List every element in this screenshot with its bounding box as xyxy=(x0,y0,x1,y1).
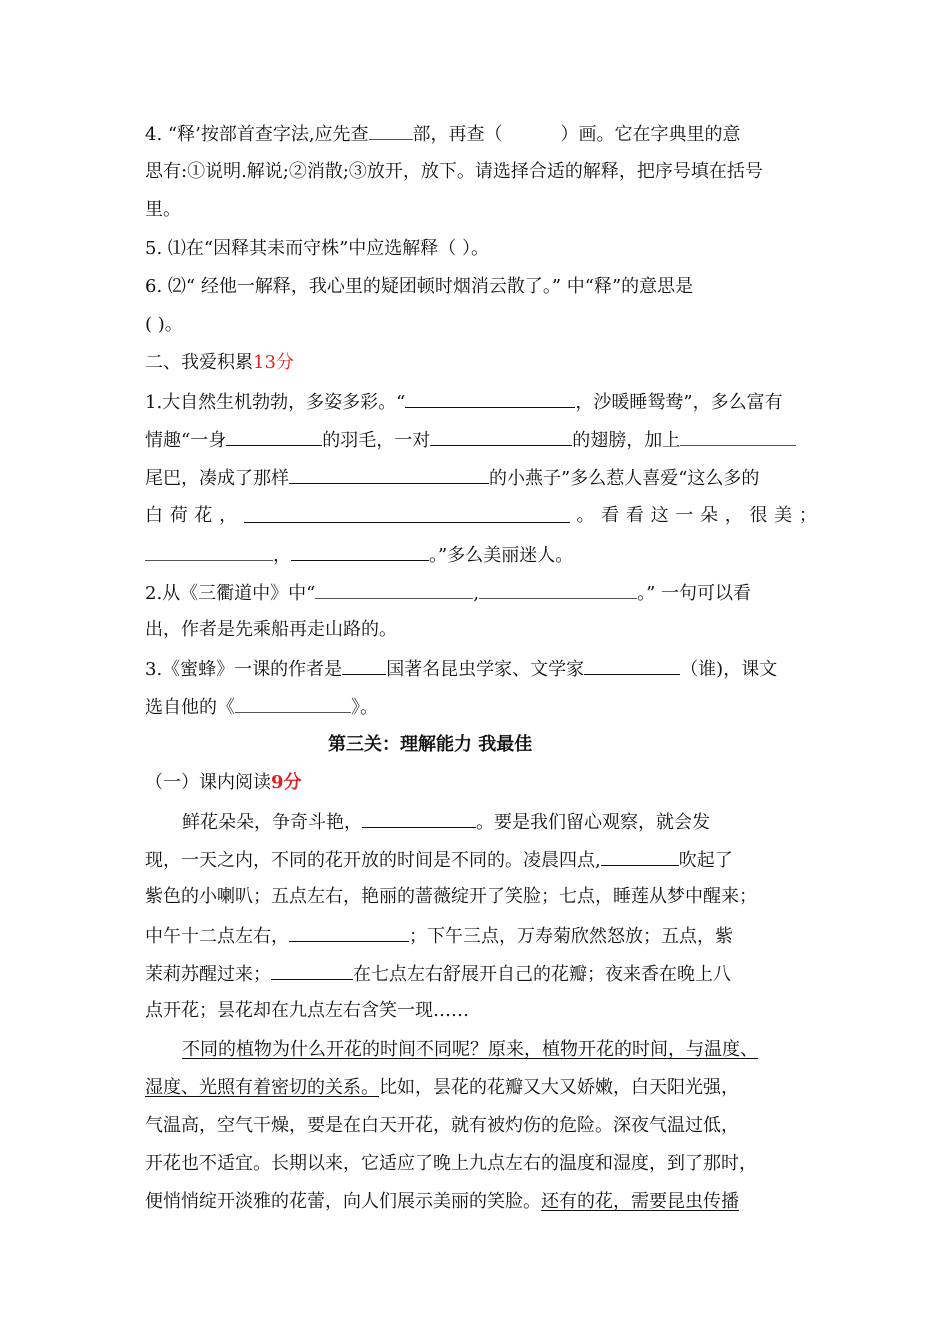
p1-line-4: 中午十二点左右， ；下午三点，万寿菊欣然怒放；五点，紫 xyxy=(145,923,733,949)
s2-q2-line-2: 出，作者是先乘船再走山路的。 xyxy=(145,619,397,640)
s2-q2-line-1: 2.从《三衢道中》中“ , 。” 一句可以看 xyxy=(145,580,751,606)
justified-char: ； xyxy=(798,505,817,526)
p2-line-4: 开花也不适宜。长期以来，它适应了晚上九点左右的温度和湿度，到了那时， xyxy=(145,1153,757,1174)
q5-line: 5. ⑴在“因释其耒而守株”中应选解释（ ）。 xyxy=(145,238,490,259)
blank-wings[interactable] xyxy=(430,427,572,446)
p1-line-5: 茉莉苏醒过来； 在七点左右舒展开自己的花瓣；夜来香在晚上八 xyxy=(145,961,731,987)
q4-line-2: 思有:①说明.解说;②消散;③放开，放下。请选择合适的解释，把序号填在括号 xyxy=(145,161,763,182)
s2-q1-line-5: ， 。”多么美丽迷人。 xyxy=(145,542,573,568)
p1-line-3: 紫色的小喇叭；五点左右，艳丽的蔷薇绽开了笑脸；七点，睡莲从梦中醒来； xyxy=(145,886,757,907)
p2-line-3: 气温高，空气干燥，要是在白天开花，就有被灼伤的危险。深夜气温过低， xyxy=(145,1115,739,1136)
justified-char: ， xyxy=(219,505,238,526)
blank-author[interactable] xyxy=(584,656,680,675)
s2-q3-line-1: 3.《蜜蜂》一课的作者是 国著名昆虫学家、文学家 （谁)，课文 xyxy=(145,656,777,682)
justified-char: 美 xyxy=(774,505,793,526)
justified-char: 。 xyxy=(576,505,595,526)
p2-line-5: 便悄悄绽开淡雅的花蕾，向人们展示美丽的笑脸。还有的花，需要昆虫传播 xyxy=(145,1191,739,1212)
blank-lotus-1[interactable] xyxy=(145,542,273,561)
blank-lotus-line[interactable] xyxy=(244,504,570,523)
justified-char: 荷 xyxy=(169,505,188,526)
blank-tail[interactable] xyxy=(680,427,796,446)
q4-text-a: 4. “释’按部首查字法,应先查 xyxy=(145,124,369,145)
section3-score: 9分 xyxy=(271,772,302,793)
blank-country[interactable] xyxy=(342,656,386,675)
q4-line-1 xyxy=(145,121,741,147)
q4-text-b: 部，再查（ xyxy=(412,124,503,145)
blank-4am[interactable] xyxy=(601,847,679,866)
q4-blank-radical[interactable] xyxy=(369,121,413,140)
section3-subheading: （一）课内阅读9分 xyxy=(145,772,302,793)
q6-line-1: 6. ⑵“ 经他一解释，我心里的疑团顿时烟消云散了。” 中“释”的意思是 xyxy=(145,276,694,297)
p1-line-6: 点开花；昙花却在九点左右含笑一现…… xyxy=(145,1000,469,1021)
p2-line-1: 不同的植物为什么开花的时间不同呢？原来，植物开花的时间，与温度、 xyxy=(182,1039,758,1060)
justified-char: 看 xyxy=(625,505,644,526)
blank-7pm[interactable] xyxy=(271,961,353,980)
s2-q1-line-4 xyxy=(145,504,817,528)
q4-text-c: ）画。它在字典里的意 xyxy=(560,124,741,145)
blank-feather[interactable] xyxy=(226,427,322,446)
justified-char: ， xyxy=(724,505,743,526)
justified-char: 看 xyxy=(601,505,620,526)
q6-line-2: ( )。 xyxy=(145,314,183,335)
blank-sanqu-2[interactable] xyxy=(479,580,637,599)
s2-q1-line-1: 1.大自然生机勃勃，多姿多彩。“ ，沙暖睡鸳鸯”，多么富有 xyxy=(145,389,783,415)
blank-sanqu-1[interactable] xyxy=(315,580,473,599)
justified-char: 很 xyxy=(749,505,768,526)
section2-score: 13分 xyxy=(253,352,294,373)
justified-char: 花 xyxy=(194,505,213,526)
blank-noon[interactable] xyxy=(289,923,409,942)
justified-char: 一 xyxy=(675,505,694,526)
s2-q1-line-2: 情趣“一身 的羽毛，一对 的翅膀，加上 xyxy=(145,427,796,453)
section2-heading: 二、我爱积累13分 xyxy=(145,352,294,373)
q4-line-3: 里。 xyxy=(145,199,181,220)
s2-q3-line-2: 选自他的《 》。 xyxy=(145,694,378,720)
s2-q1-line-3: 尾巴，凑成了那样 的小燕子”多么惹人喜爱“这么多的 xyxy=(145,465,759,491)
p1-line-1: 鲜花朵朵，争奇斗艳， 。要是我们留心观察，就会发 xyxy=(182,809,710,835)
p2-line-2: 湿度、光照有着密切的关系。比如，昙花的花瓣又大又娇嫩，白天阳光强， xyxy=(145,1077,739,1098)
p1-line-2: 现，一天之内，不同的花开放的时间是不同的。凌晨四点, 吹起了 xyxy=(145,847,733,873)
justified-char: 白 xyxy=(145,505,163,526)
justified-char: 这 xyxy=(650,505,669,526)
section3-title: 第三关：理解能力 我最佳 xyxy=(328,734,533,755)
blank-swallow[interactable] xyxy=(289,465,489,484)
blank-lotus-2[interactable] xyxy=(291,542,429,561)
blank-poem-line[interactable] xyxy=(405,389,575,408)
blank-book[interactable] xyxy=(235,694,351,713)
justified-char: 朵 xyxy=(700,505,719,526)
blank-flowers[interactable] xyxy=(362,809,476,828)
